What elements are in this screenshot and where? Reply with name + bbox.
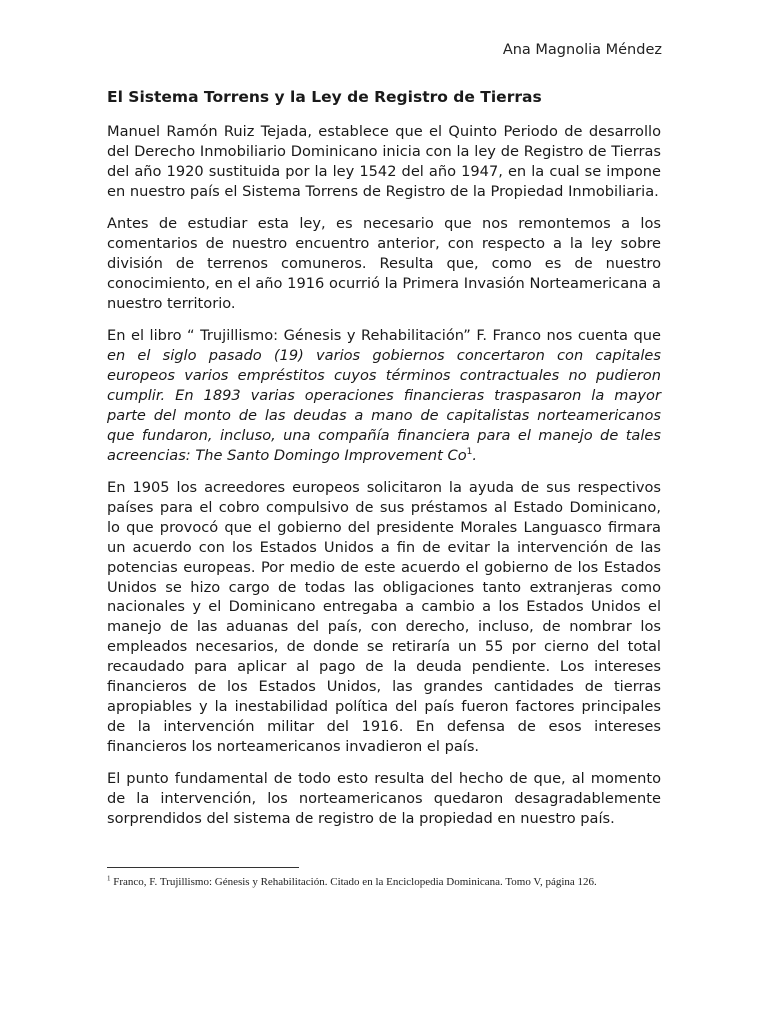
footnote-marker: 1: [107, 874, 111, 883]
footnote-text: Franco, F. Trujillismo: Génesis y Rehabilitación. Citado en la Enciclopedia Dominicana. Tomo V, página 126.: [110, 876, 597, 888]
document-title: El Sistema Torrens y la Ley de Registro de Tierras: [107, 88, 542, 106]
footnote-divider: [107, 867, 299, 868]
paragraph-4: En 1905 los acreedores europeos solicitaron la ayuda de sus respectivos países para el cobro compulsivo de sus préstamos al Estado Dominicano, lo que provocó que el gobierno del presidente Morales Languasco firmara un acuerdo con los Estados Unidos a fin de evitar la intervención de las potencias europeas. Por medio de este acuerdo el gobierno de los Estados Unidos se hizo cargo de todas las obligaciones tanto extranjeras como nacionales y el Dominicano entregaba a cambio a los Estados Unidos el manejo de las aduanas del país, con derecho, incluso, de nombrar los empleados necesarios, de donde se retiraría un 55 por cierno del total recaudado para aplicar al pago de la deuda pendiente. Los intereses financieros de los Estados Unidos, las grandes cantidades de tierras apropiables y la inestabilidad política del país fueron factores principales de la intervención militar del 1916. En defensa de esos intereses financieros los norteamericanos invadieron el país.: [107, 479, 661, 755]
author-name: Ana Magnolia Méndez: [502, 42, 662, 58]
paragraph-3-quote: en el siglo pasado (19) varios gobiernos concertaron con capitales europeos varios empréstitos cuyos términos contractuales no pudieron cumplir. En 1893 varias operaciones financieras traspasaron la mayor parte del monto de las deudas a mano de capitalistas norteamericanos que fundaron, incluso, una compañía financiera para el manejo de tales acreencias: The Santo Domingo Improvement Co: [107, 347, 661, 464]
footnote-reference[interactable]: 1: [466, 446, 473, 457]
paragraph-1: Manuel Ramón Ruiz Tejada, establece que el Quinto Periodo de desarrollo del Derecho Inmobiliario Dominicano inicia con la ley de Registro de Tierras del año 1920 sustituida por la ley 1542 del año 1947, en la cual se impone en nuestro país el Sistema Torrens de Registro de la Propiedad Inmobiliaria.: [107, 123, 661, 200]
paragraph-3-intro: En el libro “ Trujillismo: Génesis y Rehabilitación” F. Franco nos cuenta que: [107, 327, 661, 345]
footnote: [107, 875, 661, 890]
paragraph-3: [107, 326, 661, 465]
document-body: [107, 122, 661, 841]
paragraph-5: El punto fundamental de todo esto resulta del hecho de que, al momento de la intervención, los norteamericanos quedaron desagradablemente sorprendidos del sistema de registro de la propiedad en nuestro país.: [107, 770, 661, 827]
paragraph-2: Antes de estudiar esta ley, es necesario que nos remontemos a los comentarios de nuestro encuentro anterior, con respecto a la ley sobre división de terrenos comuneros. Resulta que, como es de nuestro conocimiento, en el año 1916 ocurrió la Primera Invasión Norteamericana a nuestro territorio.: [107, 215, 661, 312]
paragraph-3-end: .: [472, 446, 478, 464]
